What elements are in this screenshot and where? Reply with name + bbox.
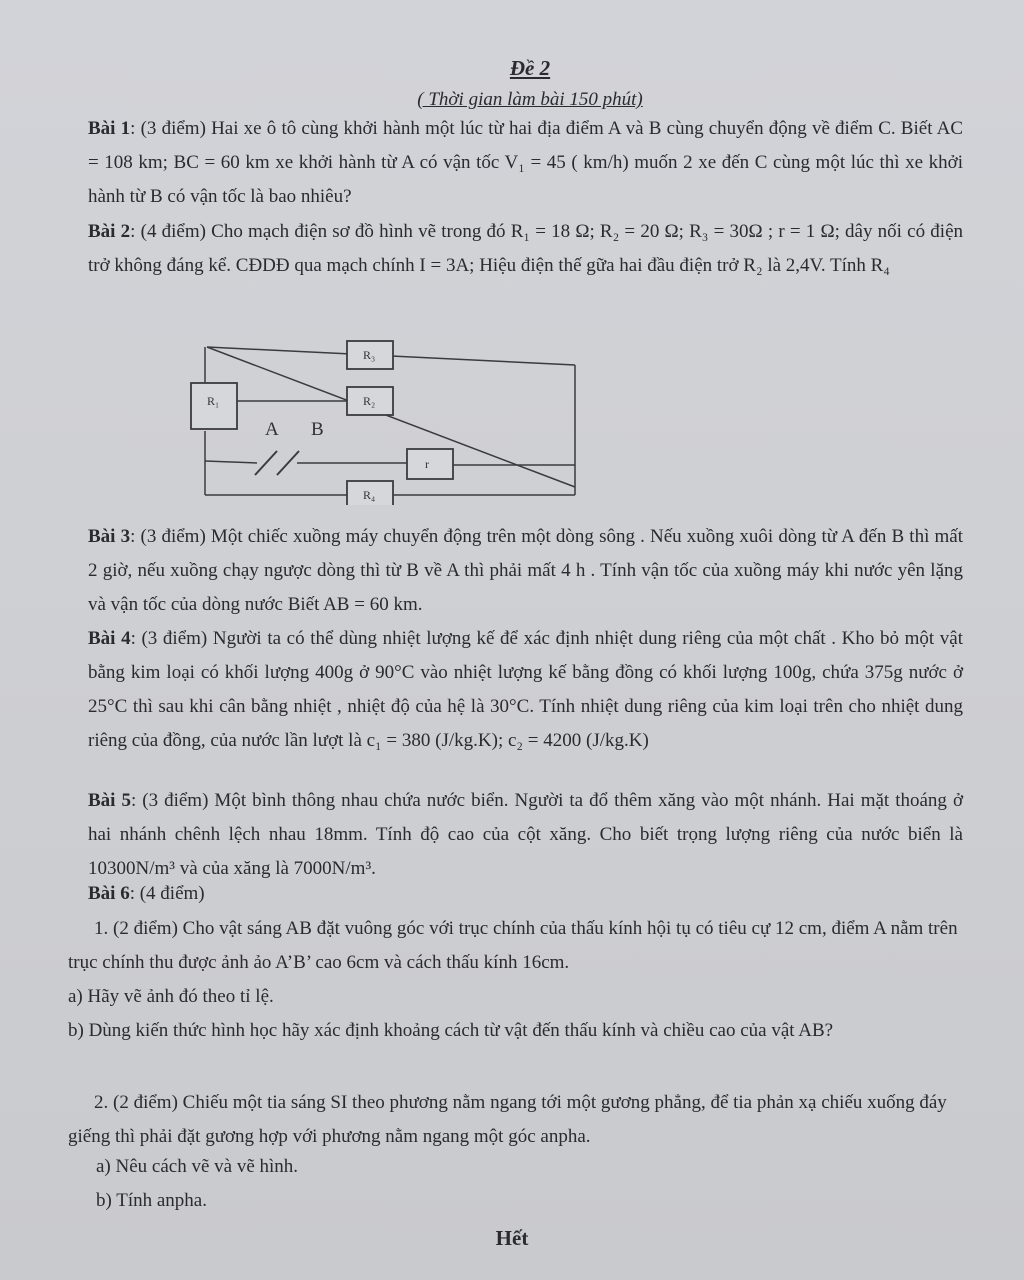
problem-text: : (3 điểm) Một chiếc xuồng máy chuyển động trên một dòng sông . Nếu xuồng xuôi dòng từ A đến B thì mất 2 giờ, nếu xuồng chạy ngược dòng thì từ B về A thì phải mất 4 h . Tính vận tốc của xuồng máy khi nước yên lặng và vận tốc của dòng nước Biết AB = 60 km. bbox=[88, 526, 963, 615]
problem-text: : (3 điểm) Hai xe ô tô cùng khởi hành một lúc từ hai địa điểm A và B cùng chuyển động về điểm C. Biết AC = 108 km; BC = 60 km xe khởi hành từ A có vận tốc V₁ = 45 ( km/h) muốn 2 xe đến C cùng một lúc thì xe khởi hành từ B có vận tốc là bao nhiêu? bbox=[88, 118, 963, 207]
battery-plate-b bbox=[277, 451, 299, 475]
resistor-r bbox=[407, 449, 453, 479]
label-r4: R₄ bbox=[363, 488, 376, 502]
problem-1 bbox=[88, 112, 963, 214]
end-mark: Hết bbox=[495, 1226, 529, 1250]
problem-6-part-2b: b) Tính anpha. bbox=[96, 1190, 207, 1211]
problem-text: : (4 điểm) Cho mạch điện sơ đồ hình vẽ trong đó R₁ = 18 Ω; R₂ = 20 Ω; R₃ = 30Ω ; r = 1 Ω; dây nối có điện trở không đáng kể. CĐDĐ qua mạch chính I = 3A; Hiệu điện thế gữa hai đầu điện trở R₂ là 2,4V. Tính R₄ bbox=[88, 221, 964, 276]
problem-3 bbox=[88, 520, 963, 622]
problem-label: Bài 4 bbox=[88, 628, 131, 649]
problem-6-part-1: 1. (2 điểm) Cho vật sáng AB đặt vuông góc với trục chính của thấu kính hội tụ có tiêu cự 12 cm, điểm A nằm trên trục chính thu được ảnh ảo A’B’ cao 6cm và cách thấu kính 16cm. bbox=[68, 918, 958, 973]
label-r: r bbox=[425, 457, 429, 471]
problem-label: Bài 3 bbox=[88, 526, 131, 547]
problem-6-part-1a: a) Hãy vẽ ảnh đó theo tỉ lệ. bbox=[68, 986, 274, 1007]
problem-text: : (3 điểm) Một bình thông nhau chứa nước biển. Người ta đổ thêm xăng vào một nhánh. Hai mặt thoáng ở hai nhánh chênh lệch nhau 18mm. Tính độ cao của cột xăng. Cho biết trọng lượng riêng của nước biển là 10300N/m³ và của xăng là 7000N/m³. bbox=[88, 790, 963, 879]
problem-text: : (3 điểm) Người ta có thể dùng nhiệt lượng kế để xác định nhiệt dung riêng của một chất . Kho bỏ một vật bằng kim loại có khối lượng 400g ở 90°C vào nhiệt lượng kế bằng đồng có khối lượng 100g, chứa 375g nước ở 25°C thì sau khi cân bằng nhiệt , nhiệt độ của hệ là 30°C. Tính nhiệt dung riêng của kim loại trên cho nhiệt dung riêng của đồng, của nước lần lượt là c₁ = 380 (J/kg.K); c₂ = 4200 (J/kg.K) bbox=[88, 628, 964, 751]
problem-6-part-2: 2. (2 điểm) Chiếu một tia sáng SI theo phương nằm ngang tới một gương phẳng, để tia phản xạ chiếu xuống đáy giếng thì phải đặt gương hợp với phương nằm ngang một góc anpha. bbox=[68, 1092, 947, 1147]
label-r1: R₁ bbox=[207, 394, 220, 408]
exam-duration: ( Thời gian làm bài 150 phút) bbox=[417, 89, 643, 110]
problem-2 bbox=[88, 215, 963, 283]
problem-text: : (4 điểm) bbox=[129, 883, 205, 904]
label-r3: R₃ bbox=[363, 348, 376, 362]
wire-battery-left bbox=[205, 461, 257, 463]
circuit-diagram bbox=[185, 335, 585, 505]
problem-label: Bài 1 bbox=[88, 118, 131, 139]
node-b-label: B bbox=[311, 419, 324, 440]
problem-6-part-2a: a) Nêu cách vẽ và vẽ hình. bbox=[96, 1156, 299, 1177]
battery-plate-a bbox=[255, 451, 277, 475]
problem-label: Bài 6 bbox=[88, 883, 130, 904]
problem-6 bbox=[88, 877, 963, 911]
problem-4 bbox=[88, 622, 963, 758]
problem-6-part-1b: b) Dùng kiến thức hình học hãy xác định khoảng cách từ vật đến thấu kính và chiều cao của vật AB? bbox=[68, 1020, 834, 1041]
label-r2: R₂ bbox=[363, 394, 376, 408]
problem-5 bbox=[88, 784, 963, 886]
problem-label: Bài 5 bbox=[88, 790, 131, 811]
problem-label: Bài 2 bbox=[88, 221, 131, 242]
exam-title: Đề 2 bbox=[509, 56, 551, 80]
node-a-label: A bbox=[265, 419, 279, 440]
